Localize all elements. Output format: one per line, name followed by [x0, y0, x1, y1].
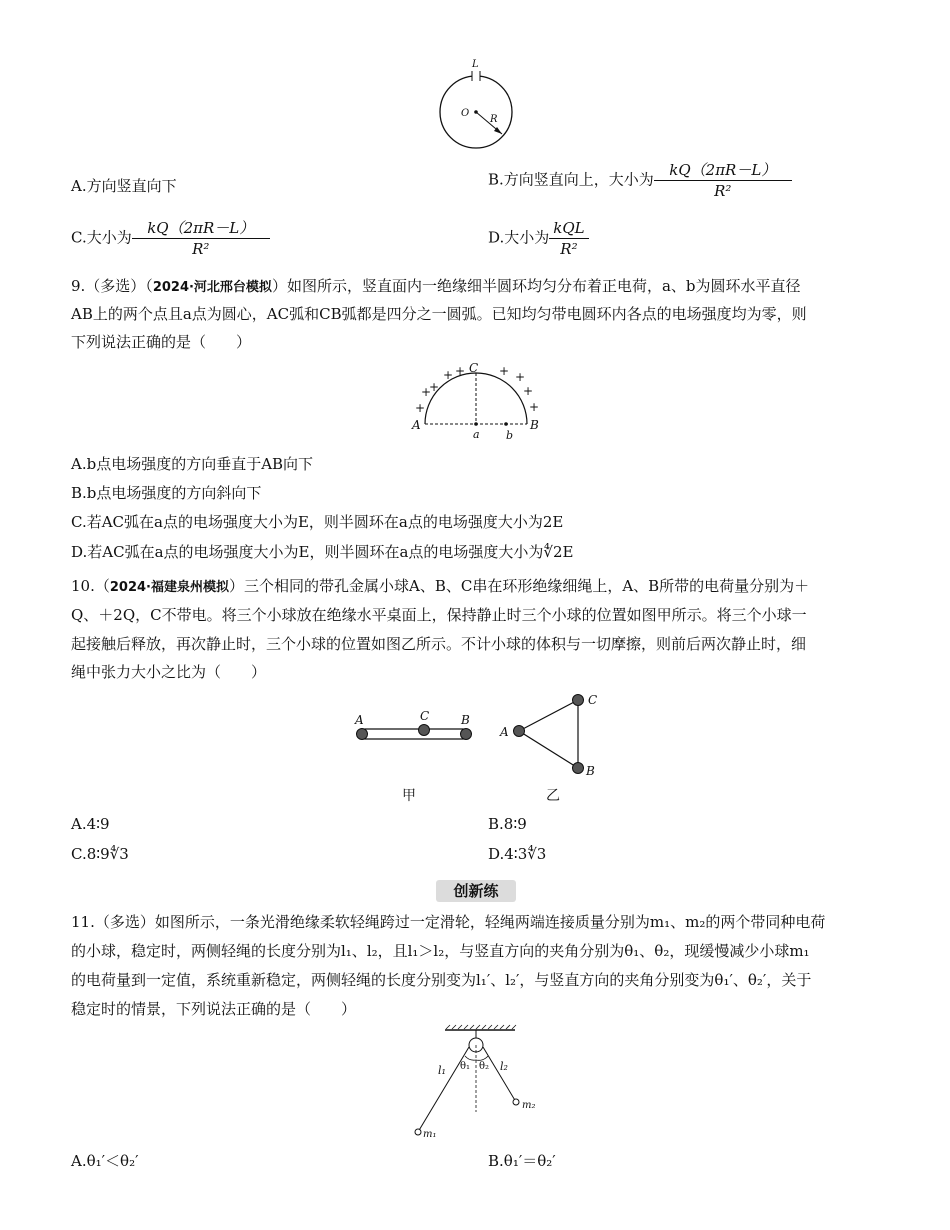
q10-option-a: A.4∶9	[71, 815, 110, 833]
semicircle-figure	[405, 358, 555, 444]
q10-stem-line1	[71, 576, 809, 598]
q11-option-a: A.θ₁′＜θ₂′	[71, 1152, 139, 1170]
section-title-badge: 创新练	[436, 880, 516, 902]
q11-stem-line2: 的小球，稳定时，两侧轻绳的长度分别为l₁、l₂，且l₁＞l₂，与竖直方向的夹角分别为θ₁、θ₂，现缓慢减少小球m₁	[71, 942, 810, 960]
q9-option-c: C.若AC弧在a点的电场强度大小为E，则半圆环在a点的电场强度大小为2E	[71, 513, 564, 531]
label-l2: l₂	[500, 1060, 508, 1073]
q10-stem-line2: Q、＋2Q，C不带电。将三个小球放在绝缘水平桌面上，保持静止时三个小球的位置如图甲所示。将三个小球一	[71, 606, 807, 624]
q11-option-b: B.θ₁′＝θ₂′	[488, 1152, 556, 1170]
plus-sign: +	[415, 401, 426, 415]
q10-text: ）三个相同的带孔金属小球A、B、C串在环形绝缘细绳上，A、B所带的电荷量分别为＋	[228, 577, 810, 595]
q8-option-b-denominator: R²	[714, 182, 732, 200]
label-theta2: θ₂	[479, 1061, 490, 1072]
q10-option-d: D.4∶3∜3	[488, 845, 547, 863]
figure-jia	[348, 705, 478, 805]
plus-sign: +	[455, 364, 466, 378]
plus-sign: +	[515, 370, 526, 384]
label-B: B	[530, 418, 539, 432]
q11-stem-line3: 的电荷量到一定值，系统重新稳定，两侧轻绳的长度分别变为l₁′、l₂′，与竖直方向的夹角分别变为θ₁′、θ₂′，关于	[71, 971, 812, 989]
q9-option-a: A.b点电场强度的方向垂直于AB向下	[71, 455, 314, 473]
q11-stem-line1: 11.（多选）如图所示，一条光滑绝缘柔软轻绳跨过一定滑轮，轻绳两端连接质量分别为m₁、m₂的两个带同种电荷	[71, 913, 826, 931]
jia-label-B: B	[461, 713, 470, 727]
q9-stem-line3: 下列说法正确的是（ ）	[71, 333, 252, 351]
q10-prefix: 10.（	[71, 577, 110, 595]
label-O: O	[461, 108, 470, 119]
ring-figure	[430, 56, 520, 151]
label-C: C	[469, 361, 479, 375]
q8-option-d-numerator: kQL	[549, 218, 588, 239]
q9-prefix: 9.（多选）（	[71, 277, 153, 295]
figure-yi	[495, 688, 610, 805]
plus-sign: +	[421, 385, 432, 399]
q9-option-b: B.b点电场强度的方向斜向下	[71, 484, 262, 502]
yi-label-B: B	[586, 764, 595, 778]
q8-option-c-prefix: C.大小为	[71, 228, 132, 247]
plus-sign: +	[443, 368, 454, 382]
q9-stem-line2: AB上的两个点且a点为圆心，AC弧和CB弧都是四分之一圆弧。已知均匀带电圆环内各点的电场强度均为零，则	[71, 305, 807, 323]
q9-text: ）如图所示，竖直面内一绝缘细半圆环均匀分布着正电荷，a、b为圆环水平直径	[271, 277, 801, 295]
jia-label-A: A	[355, 713, 364, 727]
label-A: A	[412, 418, 421, 432]
q8-option-b	[488, 160, 792, 201]
plus-sign: +	[429, 380, 440, 394]
q8-option-d-denominator: R²	[560, 240, 578, 258]
q9-source-tag: 2024·河北邢台模拟	[152, 280, 272, 295]
jia-label-C: C	[420, 709, 430, 723]
q10-option-c: C.8∶9∜3	[71, 845, 129, 863]
q10-stem-line4: 绳中张力大小之比为（ ）	[71, 663, 267, 681]
plus-sign: +	[499, 364, 510, 378]
q10-source-tag: 2024·福建泉州模拟	[109, 580, 229, 595]
plus-sign: +	[529, 400, 540, 414]
q9-option-d: D.若AC弧在a点的电场强度大小为E，则半圆环在a点的电场强度大小为∜2E	[71, 543, 574, 561]
label-m2: m₂	[522, 1100, 536, 1111]
q8-option-b-prefix: B.方向竖直向上，大小为	[488, 170, 654, 189]
q8-option-d-prefix: D.大小为	[488, 228, 550, 247]
q8-option-c-denominator: R²	[192, 240, 210, 258]
label-m1: m₁	[423, 1129, 437, 1140]
label-R: R	[490, 114, 498, 125]
q8-option-a: A.方向竖直向下	[71, 177, 177, 195]
caption-jia: 甲	[402, 788, 416, 804]
pulley-figure	[410, 1022, 550, 1144]
q8-option-b-numerator: kQ（2πR－L）	[654, 160, 792, 181]
q10-option-b: B.8∶9	[488, 815, 527, 833]
label-L: L	[472, 59, 479, 70]
plus-sign: +	[523, 384, 534, 398]
yi-label-C: C	[588, 693, 598, 707]
q9-stem-line1	[71, 276, 801, 298]
q10-stem-line3: 起接触后释放，再次静止时，三个小球的位置如图乙所示。不计小球的体积与一切摩擦，则前后两次静止时，细	[71, 635, 807, 653]
q8-option-d	[488, 218, 589, 259]
caption-yi: 乙	[546, 788, 560, 804]
label-a: a	[473, 428, 480, 441]
yi-label-A: A	[500, 725, 509, 739]
q8-option-c-numerator: kQ（2πR－L）	[132, 218, 270, 239]
q11-stem-line4: 稳定时的情景，下列说法正确的是（ ）	[71, 1000, 357, 1018]
label-theta1: θ₁	[460, 1061, 471, 1072]
label-b: b	[506, 429, 514, 442]
label-l1: l₁	[438, 1064, 446, 1077]
q8-option-c	[71, 218, 270, 259]
